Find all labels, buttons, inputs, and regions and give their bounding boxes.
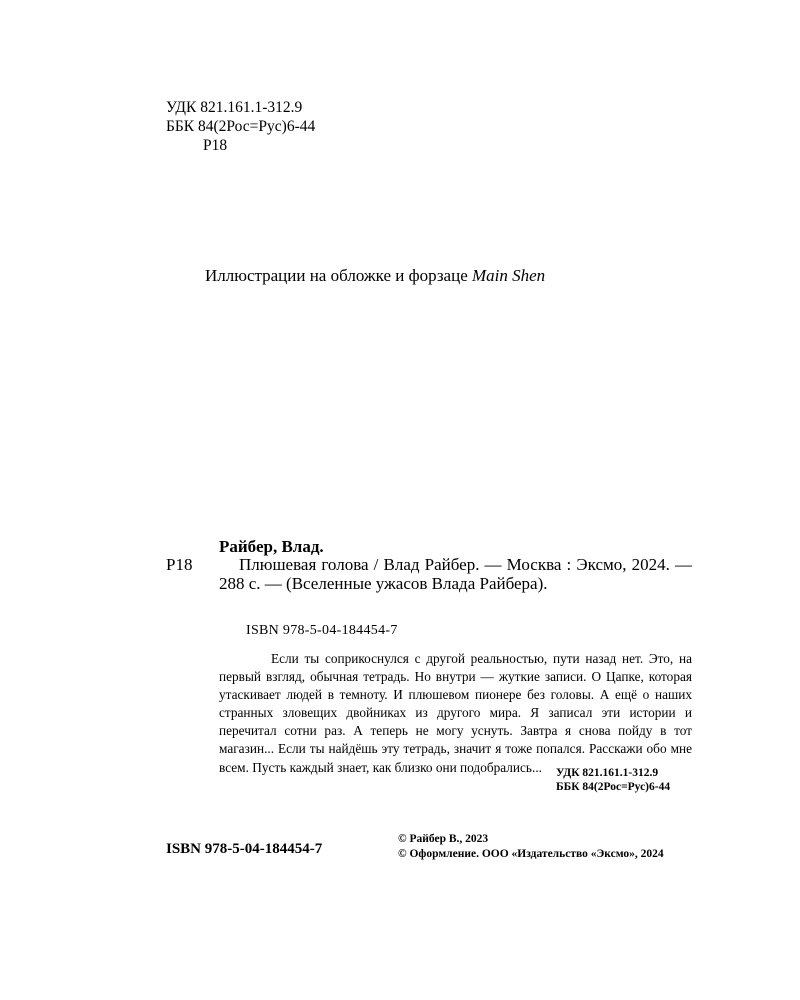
catalog-author-code: Р18 bbox=[166, 555, 193, 574]
bbk-code: ББК 84(2Рос=Рус)6-44 bbox=[166, 118, 316, 135]
copyright-design: © Оформление. ООО «Издательство «Эксмо», 2024 bbox=[398, 848, 664, 860]
author-code: Р18 bbox=[203, 137, 228, 154]
catalog-bbk: ББК 84(2Рос=Рус)6-44 bbox=[556, 780, 671, 793]
book-annotation: Если ты соприкоснулся с другой реальностью, пути назад нет. Это, на первый взгляд, обычная тетрадь. Но внутри — жуткие записи. О Цапке, которая утаскивает людей в темноту. И плюшевом пионере без головы. А ещё о наших странных зловещих двойниках из другого мира. Я записал эти истории и перечитал сотни раз. А теперь не могу уснуть. Завтра я снова пойду в тот магазин... Если ты найдёшь эту тетрадь, значит я тоже попался. Расскажи обо мне всем. Пусть каждый знает, как близко они подобрались... bbox=[219, 651, 692, 775]
catalog-udk: УДК 821.161.1-312.9 bbox=[556, 767, 659, 779]
catalog-author: Райбер, Влад. bbox=[219, 537, 324, 556]
catalog-isbn: ISBN 978-5-04-184454-7 bbox=[246, 623, 398, 638]
catalog-classification bbox=[556, 767, 670, 794]
udk-code: УДК 821.161.1-312.9 bbox=[166, 99, 303, 116]
copyright-author: © Райбер В., 2023 bbox=[398, 833, 489, 845]
header-classification bbox=[166, 98, 315, 155]
copyright-block bbox=[398, 832, 664, 862]
footer-isbn: ISBN 978-5-04-184454-7 bbox=[166, 841, 323, 857]
illustration-credit bbox=[205, 266, 545, 286]
illustration-credit-text: Иллюстрации на обложке и форзаце bbox=[205, 266, 472, 285]
illustration-artist: Main Shen bbox=[472, 266, 546, 285]
catalog-bibliographic-record: Плюшевая голова / Влад Райбер. — Москва : Эксмо, 2024. — 288 с. — (Вселенные ужасов Влада Райбера). bbox=[219, 555, 692, 593]
